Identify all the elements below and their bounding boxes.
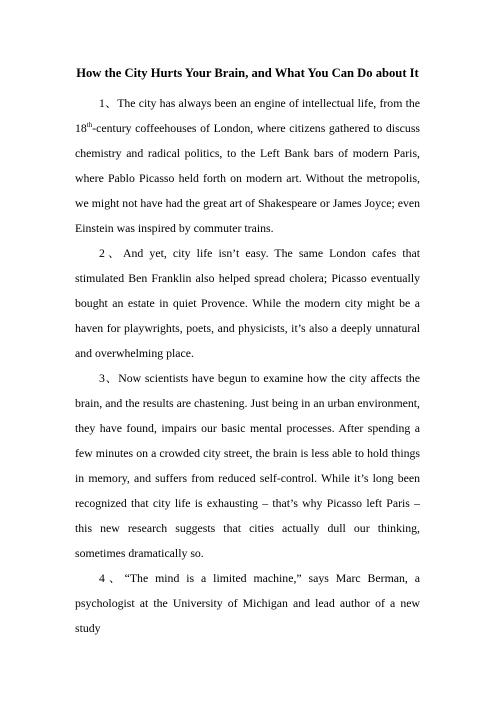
paragraph [75, 91, 420, 241]
paragraph-text: And yet, city life isn’t easy. The same London cafes that stimulated Ben Franklin also helped spread cholera; Picasso eventually bought an estate in quiet Provence. While the modern city might be a haven for playwrights, poets, and physicists, it’s also a deeply unnatural and overwhelming place. [75, 246, 421, 360]
paragraph-text: Now scientists have begun to examine how the city affects the brain, and the results are chastening. Just being in an urban environment, they have found, impairs our basic mental processes. After spending a few minutes on a crowded city street, the brain is less able to hold things in memory, and suffers from reduced self-control. While it’s long been recognized that city life is exhausting – that’s why Picasso left Paris – this new research suggests that cities actually dull our thinking, sometimes dramatically so. [75, 371, 421, 560]
paragraph [75, 566, 420, 641]
superscript-text: th [86, 121, 93, 130]
paragraph-list [75, 91, 420, 641]
paragraph-text: “The mind is a limited machine,” says Marc Berman, a psychologist at the University of Michigan and lead author of a new study [75, 571, 420, 635]
paragraph-text: -century coffeehouses of London, where citizens gathered to discuss chemistry and radical politics, to the Left Bank bars of modern Paris, where Pablo Picasso held forth on modern art. Without the metropolis, we might not have had the great art of Shakespeare or James Joyce; even Einstein was inspired by commuter trains. [75, 121, 420, 235]
paragraph [75, 241, 420, 366]
document-body [75, 61, 420, 641]
paragraph-number: 1、 [99, 96, 118, 110]
paragraph-number: 3、 [99, 371, 119, 385]
paragraph [75, 366, 420, 566]
paragraph-text: The city has always been an engine of intellectual life, from the 18 [75, 96, 420, 135]
paragraph-number: 2、 [99, 246, 124, 260]
paragraph-number: 4、 [99, 571, 125, 585]
document-title: How the City Hurts Your Brain, and What You Can Do about It [76, 66, 419, 80]
